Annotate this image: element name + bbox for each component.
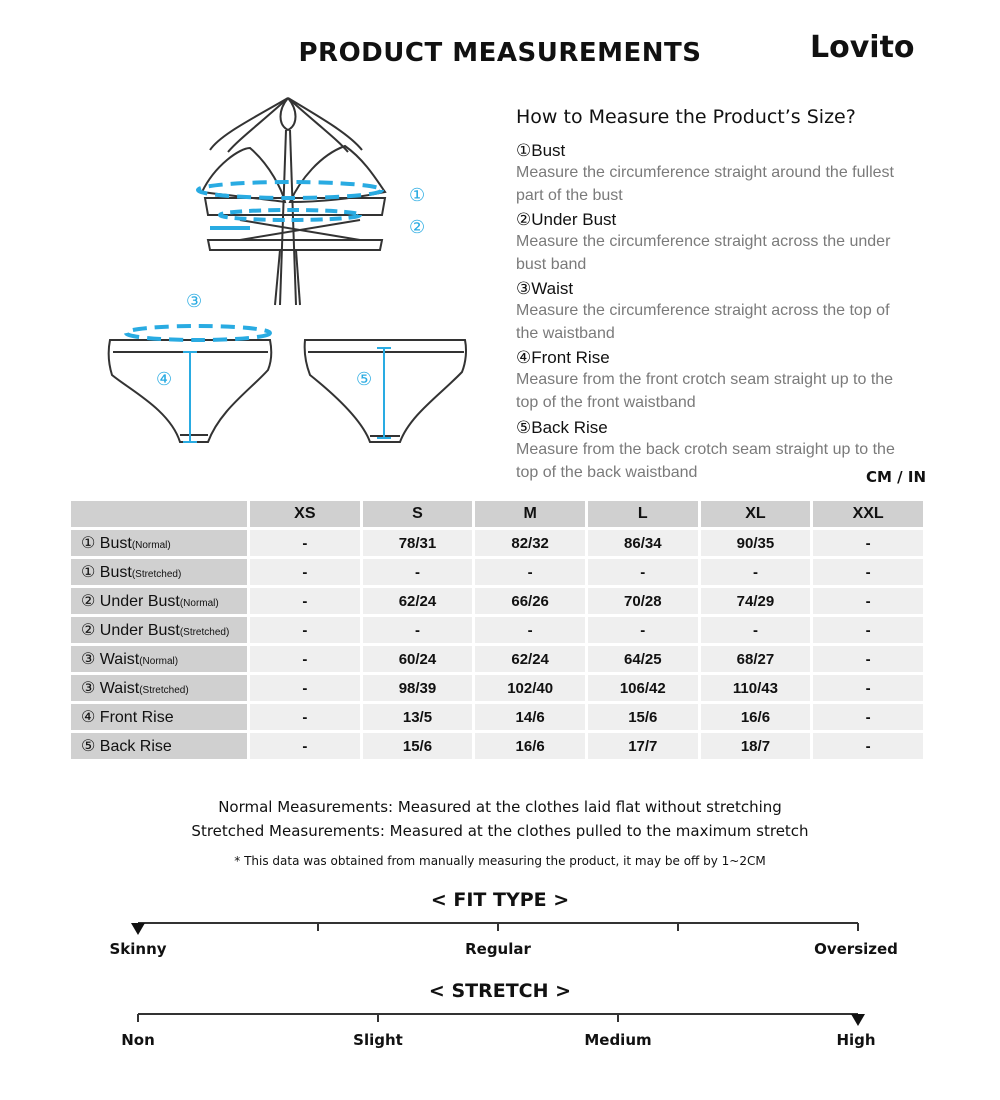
table-row xyxy=(71,704,923,730)
measure-name: ④Front Rise xyxy=(516,348,610,367)
table-row xyxy=(71,588,923,614)
table-cell: - xyxy=(363,559,473,585)
table-cell: - xyxy=(813,675,923,701)
size-header: XS xyxy=(250,501,360,527)
row-label: ② Under Bust(Normal) xyxy=(71,588,247,614)
disclaimer-note: * This data was obtained from manually measuring the product, it may be off by 1~2CM xyxy=(234,854,766,868)
table-cell: 74/29 xyxy=(701,588,811,614)
size-header: XL xyxy=(701,501,811,527)
size-header: XXL xyxy=(813,501,923,527)
table-row xyxy=(71,646,923,672)
table-cell: - xyxy=(250,617,360,643)
row-label: ⑤ Back Rise xyxy=(71,733,247,759)
table-cell: 86/34 xyxy=(588,530,698,556)
row-label: ① Bust(Normal) xyxy=(71,530,247,556)
measure-item-back-rise xyxy=(516,417,896,484)
table-cell: 106/42 xyxy=(588,675,698,701)
table-row xyxy=(71,559,923,585)
table-cell: - xyxy=(813,530,923,556)
row-label: ③ Waist(Normal) xyxy=(71,646,247,672)
normal-measurement-note: Normal Measurements: Measured at the clothes laid flat without stretching xyxy=(218,798,782,816)
fit-type-indicator-icon xyxy=(131,923,145,935)
table-cell: 62/24 xyxy=(363,588,473,614)
fit-type-title: < FIT TYPE > xyxy=(430,889,570,911)
table-cell: 14/6 xyxy=(475,704,585,730)
table-cell: 70/28 xyxy=(588,588,698,614)
table-cell: 110/43 xyxy=(701,675,811,701)
table-corner xyxy=(71,501,247,527)
page-title: PRODUCT MEASUREMENTS xyxy=(298,38,702,68)
table-cell: - xyxy=(588,617,698,643)
marker-waist: ③ xyxy=(186,291,203,312)
table-row xyxy=(71,675,923,701)
fit-type-label-skinny: Skinny xyxy=(109,940,167,958)
brand-logo: Lovito xyxy=(810,30,915,65)
stretch-label-non: Non xyxy=(121,1031,155,1049)
table-header-row xyxy=(71,501,923,527)
table-cell: 13/5 xyxy=(363,704,473,730)
howto-title: How to Measure the Product’s Size? xyxy=(516,106,856,128)
size-header: L xyxy=(588,501,698,527)
measure-name: ⑤Back Rise xyxy=(516,418,608,437)
row-label: ② Under Bust(Stretched) xyxy=(71,617,247,643)
measure-desc: Measure the circumference straight around the fullest part of the bust xyxy=(516,164,894,204)
marker-bust: ① xyxy=(409,185,426,206)
row-label: ③ Waist(Stretched) xyxy=(71,675,247,701)
measure-desc: Measure the circumference straight across the top of the waistband xyxy=(516,302,890,342)
fit-type-label-regular: Regular xyxy=(465,940,531,958)
table-cell: - xyxy=(475,559,585,585)
table-cell: - xyxy=(250,733,360,759)
table-cell: 68/27 xyxy=(701,646,811,672)
table-cell: - xyxy=(250,675,360,701)
table-cell: - xyxy=(250,588,360,614)
table-cell: - xyxy=(250,704,360,730)
measure-desc: Measure from the back crotch seam straight up to the top of the back waistband xyxy=(516,441,895,481)
row-label: ④ Front Rise xyxy=(71,704,247,730)
table-cell: 66/26 xyxy=(475,588,585,614)
table-cell: 98/39 xyxy=(363,675,473,701)
measure-item-under-bust xyxy=(516,209,896,276)
table-row xyxy=(71,617,923,643)
bikini-diagram xyxy=(100,90,490,465)
table-cell: - xyxy=(363,617,473,643)
marker-under-bust: ② xyxy=(409,217,426,238)
size-table xyxy=(68,498,926,762)
table-cell: - xyxy=(250,530,360,556)
table-cell: 78/31 xyxy=(363,530,473,556)
table-cell: 17/7 xyxy=(588,733,698,759)
stretch-indicator-icon xyxy=(851,1014,865,1026)
measure-name: ③Waist xyxy=(516,279,574,298)
table-row xyxy=(71,733,923,759)
table-cell: 62/24 xyxy=(475,646,585,672)
stretch-title: < STRETCH > xyxy=(428,980,572,1002)
measure-item-waist xyxy=(516,278,896,345)
measure-desc: Measure the circumference straight across the under bust band xyxy=(516,233,891,273)
fit-type-label-oversized: Oversized xyxy=(814,940,898,958)
stretch-label-medium: Medium xyxy=(584,1031,652,1049)
stretch-label-high: High xyxy=(836,1031,876,1049)
measure-name: ②Under Bust xyxy=(516,210,617,229)
table-cell: - xyxy=(588,559,698,585)
table-cell: - xyxy=(250,646,360,672)
table-cell: 82/32 xyxy=(475,530,585,556)
table-cell: - xyxy=(250,559,360,585)
units-label: CM / IN xyxy=(866,468,926,486)
table-cell: 60/24 xyxy=(363,646,473,672)
table-cell: - xyxy=(813,646,923,672)
table-cell: 18/7 xyxy=(701,733,811,759)
table-cell: 64/25 xyxy=(588,646,698,672)
size-header: S xyxy=(363,501,473,527)
table-cell: - xyxy=(813,617,923,643)
table-cell: - xyxy=(701,617,811,643)
table-cell: - xyxy=(813,733,923,759)
measure-item-front-rise xyxy=(516,347,896,414)
fit-type-scale xyxy=(120,915,880,939)
table-cell: 16/6 xyxy=(701,704,811,730)
size-header: M xyxy=(475,501,585,527)
measure-item-bust xyxy=(516,140,896,207)
table-cell: 15/6 xyxy=(363,733,473,759)
marker-back-rise: ⑤ xyxy=(356,369,373,390)
stretched-measurement-note: Stretched Measurements: Measured at the clothes pulled to the maximum stretch xyxy=(191,822,809,840)
marker-front-rise: ④ xyxy=(156,369,173,390)
table-cell: 102/40 xyxy=(475,675,585,701)
table-cell: 16/6 xyxy=(475,733,585,759)
table-cell: - xyxy=(701,559,811,585)
measure-name: ①Bust xyxy=(516,141,566,160)
table-cell: 90/35 xyxy=(701,530,811,556)
table-cell: - xyxy=(813,559,923,585)
table-cell: - xyxy=(813,588,923,614)
measure-desc: Measure from the front crotch seam straight up to the top of the front waistband xyxy=(516,371,894,411)
stretch-scale xyxy=(120,1006,880,1030)
table-cell: - xyxy=(475,617,585,643)
table-row xyxy=(71,530,923,556)
stretch-label-slight: Slight xyxy=(353,1031,403,1049)
table-cell: - xyxy=(813,704,923,730)
row-label: ① Bust(Stretched) xyxy=(71,559,247,585)
table-cell: 15/6 xyxy=(588,704,698,730)
